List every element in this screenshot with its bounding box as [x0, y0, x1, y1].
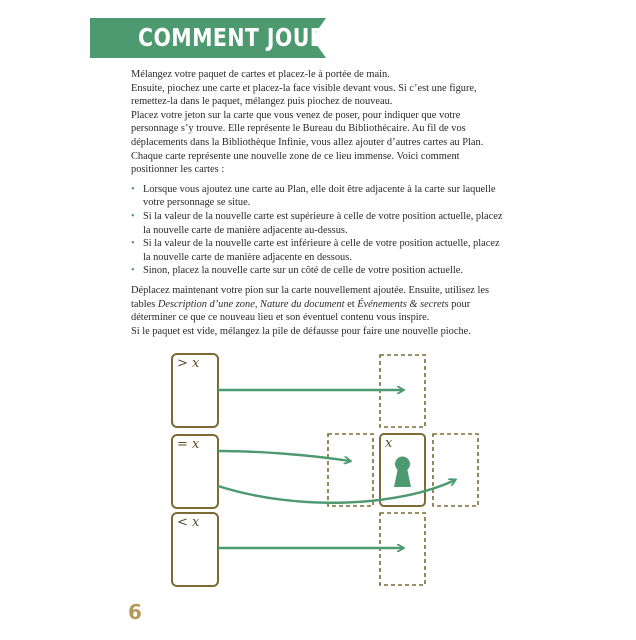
list-item: • Sinon, placez la nouvelle carte sur un côté de celle de votre position actuelle. [131, 264, 503, 278]
placeholder-card-right [433, 434, 478, 506]
intro-paragraph-1: Mélangez votre paquet de cartes et placez-le à portée de main. [131, 69, 390, 80]
intro-paragraph-3: Placez votre jeton sur la carte que vous venez de poser, pour indiquer que votre personnage s’y trouve. Elle représente le Bureau du Bibliothécaire. Au fil de vos déplacements dans la Bibliothèque Infinie, vous allez ajouter d’autres cartes au Plan. Chaque carte représente une nouvelle zone de ce lieu immense. Voici comment positionner les cartes : [131, 109, 484, 176]
keyhole-icon [394, 457, 411, 488]
placeholder-card-left [328, 434, 373, 506]
arrow-to-left [218, 451, 350, 461]
table-name-zone: Description d’une zone [157, 298, 255, 310]
table-name-document: Nature du document [260, 298, 345, 310]
card-label-greater: > x [177, 356, 200, 371]
card-label-current: x [385, 436, 393, 451]
outro-separator: , [254, 298, 261, 310]
list-item: • Si la valeur de la nouvelle carte est inférieure à celle de votre position actuelle, placez la nouvelle carte de manière adjacente en dessous. [131, 237, 503, 264]
page-number: 6 [128, 600, 142, 624]
arrow-to-right [218, 480, 455, 503]
outro-paragraph-2: Si le paquet est vide, mélangez la pile de défausse pour faire une nouvelle pioche. [131, 325, 471, 337]
outro-text-a: Déplacez maintenant votre pion sur la carte nouvellement ajoutée. Ensuite, utilisez les tables [131, 284, 490, 310]
outro-text-b: pour déterminer ce que ce nouveau lieu et son éventuel contenu vous inspire. [131, 298, 471, 324]
card-label-less: < x [177, 515, 200, 530]
table-name-events: Événements & secrets [357, 298, 449, 310]
outro-separator: et [344, 298, 358, 310]
page-title: COMMENT JOUER ? [138, 23, 361, 52]
card-label-equal: = x [177, 437, 200, 452]
list-item: • Lorsque vous ajoutez une carte au Plan, elle doit être adjacente à la carte sur laquelle votre personnage se situe. [131, 183, 503, 210]
intro-paragraph-2: Ensuite, piochez une carte et placez-la face visible devant vous. Si c’est une figure, remettez-la dans le paquet, mélangez puis piochez de nouveau. [131, 82, 477, 108]
list-item: • Si la valeur de la nouvelle carte est supérieure à celle de votre position actuelle, placez la nouvelle carte de manière adjacente au-dessus. [131, 210, 503, 237]
